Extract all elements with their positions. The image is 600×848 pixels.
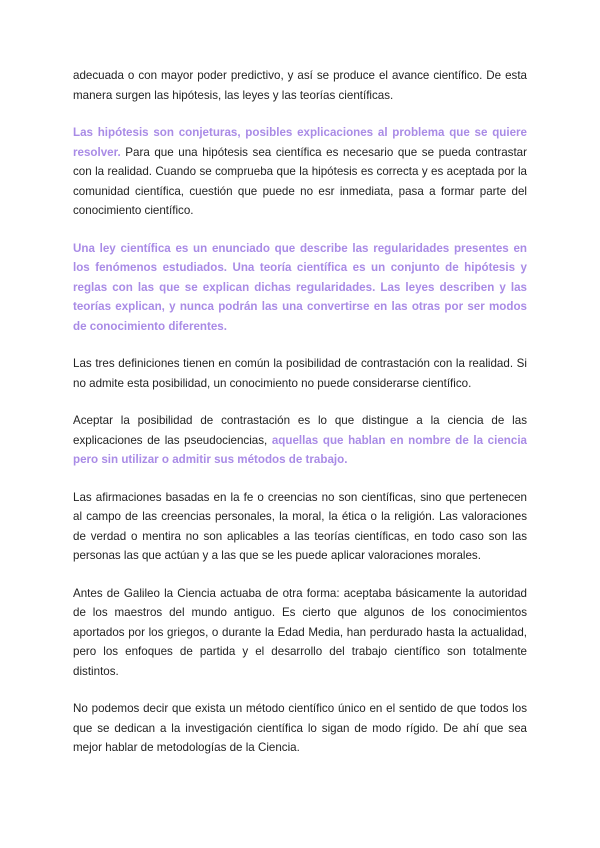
- paragraph-5: [73, 411, 527, 470]
- paragraph-1: [73, 66, 527, 105]
- document-body: [73, 66, 527, 776]
- paragraph-5-text: Aceptar la posibilidad de contrastación es lo que distingue a la ciencia de las explicaciones de las pseudociencias,: [73, 414, 527, 447]
- paragraph-8: [73, 699, 527, 758]
- paragraph-4: [73, 354, 527, 393]
- paragraph-5-highlight: aquellas que hablan en nombre de la ciencia pero sin utilizar o admitir sus métodos de trabajo.: [73, 433, 527, 466]
- paragraph-4-text: Las tres definiciones tienen en común la posibilidad de contrastación con la realidad. Si no admite esta posibilidad, un conocimiento no puede considerarse científico.: [73, 357, 527, 390]
- paragraph-6-text: Las afirmaciones basadas en la fe o creencias no son científicas, sino que pertenecen al campo de las creencias personales, la moral, la ética o la religión. Las valoraciones de verdad o mentira no son aplicables a las teorías científicas, en todo caso son las personas las que actúan y a las que se les puede aplicar valoraciones morales.: [73, 490, 527, 562]
- paragraph-2-highlight: Las hipótesis son conjeturas, posibles explicaciones al problema que se quiere resolver.: [73, 126, 527, 159]
- paragraph-7-text: Antes de Galileo la Ciencia actuaba de otra forma: aceptaba básicamente la autoridad de los maestros del mundo antiguo. Es cierto que algunos de los conocimientos aportados por los griegos, o durante la Edad Media, han perdurado hasta la actualidad, pero los enfoques de partida y el desarrollo del trabajo científico son totalmente distintos.: [73, 586, 527, 678]
- paragraph-8-text: No podemos decir que exista un método científico único en el sentido de que todos los que se dedican a la investigación científica lo sigan de modo rígido. De ahí que sea mejor hablar de metodologías de la Ciencia.: [73, 702, 527, 754]
- paragraph-1-text: adecuada o con mayor poder predictivo, y así se produce el avance científico. De esta manera surgen las hipótesis, las leyes y las teorías científicas.: [73, 69, 527, 102]
- paragraph-2: [73, 123, 527, 221]
- paragraph-7: [73, 584, 527, 682]
- paragraph-3: [73, 239, 527, 337]
- paragraph-2-text: Para que una hipótesis sea científica es necesario que se pueda contrastar con la realidad. Cuando se comprueba que la hipótesis es correcta y es aceptada por la comunidad científica, cuestión que puede no esr inmediata, pasa a formar parte del conocimiento científico.: [73, 145, 527, 217]
- paragraph-6: [73, 488, 527, 566]
- paragraph-3-highlight: Una ley científica es un enunciado que describe las regularidades presentes en los fenómenos estudiados. Una teoría científica es un conjunto de hipótesis y reglas con las que se explican dichas regularidades. Las leyes describen y las teorías explican, y nunca podrán las una convertirse en las otras por ser modos de conocimiento diferentes.: [73, 241, 527, 333]
